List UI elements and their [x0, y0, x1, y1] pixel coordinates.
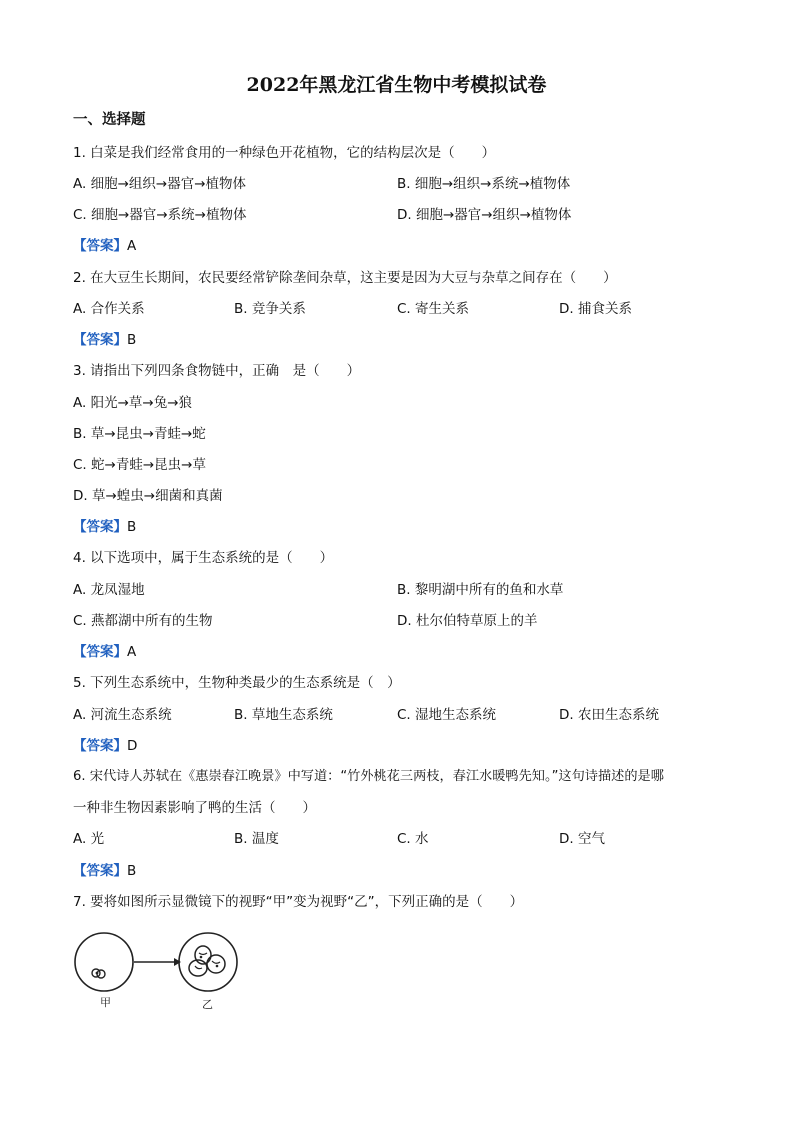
- section-heading: 一、选择题: [73, 112, 146, 128]
- question-stem: 4. 以下选项中，属于生态系统的是（ ）: [73, 550, 334, 566]
- question-stem: 7. 要将如图所示显微镜下的视野“甲”变为视野“乙”，下列正确的是（ ）: [73, 894, 524, 910]
- answer-tag: 【答案】: [73, 238, 127, 254]
- answer-tag: 【答案】: [73, 519, 127, 535]
- answer-line: [73, 515, 136, 535]
- question-stem-continued: 一种非生物因素影响了鸭的生活（ ）: [73, 800, 316, 816]
- microscope-field-figure: [70, 928, 250, 1022]
- option: A. 合作关系: [73, 301, 145, 317]
- option: B. 温度: [234, 831, 279, 847]
- answer-line: [73, 734, 137, 754]
- cells-small: [92, 969, 105, 978]
- option: B. 草→昆虫→青蛙→蛇: [73, 426, 206, 442]
- option: B. 草地生态系统: [234, 707, 333, 723]
- question-stem: 3. 请指出下列四条食物链中，正确 是（ ）: [73, 363, 361, 379]
- label-yi: 乙: [202, 998, 213, 1011]
- question-stem: 2. 在大豆生长期间，农民要经常铲除垄间杂草，这主要是因为大豆与杂草之间存在（ ）: [73, 270, 617, 286]
- microscope-diagram: [70, 928, 250, 1018]
- question-stem: 5. 下列生态系统中，生物种类最少的生态系统是（ ）: [73, 675, 401, 691]
- option: B. 细胞→组织→系统→植物体: [397, 176, 571, 192]
- option: D. 草→蝗虫→细菌和真菌: [73, 488, 223, 504]
- option: C. 寄生关系: [397, 301, 470, 317]
- option: D. 细胞→器官→组织→植物体: [397, 207, 572, 223]
- option: B. 竞争关系: [234, 301, 306, 317]
- question-stem: 1. 白菜是我们经常食用的一种绿色开花植物，它的结构层次是（ ）: [73, 145, 496, 161]
- answer-tag: 【答案】: [73, 863, 127, 879]
- option: C. 水: [397, 831, 429, 847]
- label-jia: 甲: [100, 996, 111, 1009]
- question-stem: 6. 宋代诗人苏轼在《惠崇春江晚景》中写道：“竹外桃花三两枝，春江水暖鸭先知。”这句诗描述的是哪: [73, 769, 664, 784]
- option: A. 细胞→组织→器官→植物体: [73, 176, 247, 192]
- option: D. 捕食关系: [559, 301, 632, 317]
- arrow-head: [174, 958, 181, 966]
- option: C. 蛇→青蛙→昆虫→草: [73, 457, 206, 473]
- field-jia-circle: [75, 933, 133, 991]
- answer-tag: 【答案】: [73, 738, 127, 754]
- answer-value: D: [127, 738, 138, 754]
- answer-value: A: [127, 644, 137, 660]
- answer-line: [73, 640, 136, 660]
- option: C. 细胞→器官→系统→植物体: [73, 207, 247, 223]
- option: A. 阳光→草→兔→狼: [73, 395, 193, 411]
- answer-tag: 【答案】: [73, 332, 127, 348]
- answer-value: B: [127, 519, 137, 535]
- answer-value: B: [127, 863, 137, 879]
- answer-line: [73, 859, 136, 879]
- option: C. 燕都湖中所有的生物: [73, 613, 213, 629]
- option: A. 光: [73, 831, 105, 847]
- option: D. 空气: [559, 831, 605, 847]
- option: D. 农田生态系统: [559, 707, 659, 723]
- option: A. 河流生态系统: [73, 707, 172, 723]
- answer-value: B: [127, 332, 137, 348]
- answer-value: A: [127, 238, 137, 254]
- answer-line: [73, 234, 136, 254]
- option: A. 龙凤湿地: [73, 582, 145, 598]
- answer-line: [73, 328, 136, 348]
- option: B. 黎明湖中所有的鱼和水草: [397, 582, 564, 598]
- answer-tag: 【答案】: [73, 644, 127, 660]
- cells-large: [189, 946, 225, 976]
- option: D. 杜尔伯特草原上的羊: [397, 613, 538, 629]
- page-title: 2022年黑龙江省生物中考模拟试卷: [246, 74, 547, 96]
- option: C. 湿地生态系统: [397, 707, 497, 723]
